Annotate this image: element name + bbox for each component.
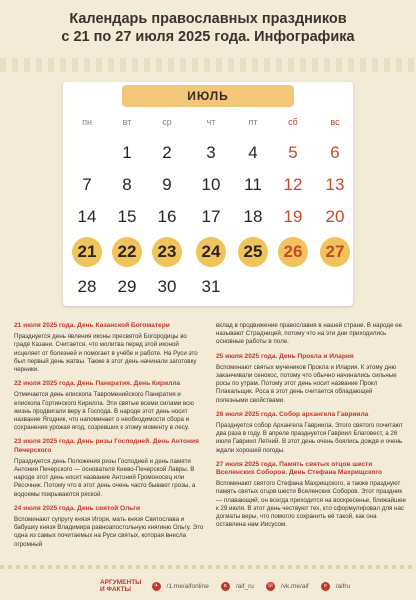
calendar-day: 17	[201, 207, 221, 226]
calendar-day-highlighted: 26	[278, 237, 308, 267]
month-label: ИЮЛЬ	[122, 85, 294, 107]
text-column-left	[14, 322, 204, 551]
calendar-day: 20	[325, 207, 345, 226]
footer-link-viber[interactable]: /vk.me/aif	[280, 582, 309, 590]
weekday-label: пт	[248, 117, 258, 127]
calendar-day: 14	[77, 207, 97, 226]
holiday-description: вклад в продвижение православия в нашей стране. В народе ее называют Страдницей, потому что на эти дни приходились основные работы в поле.	[216, 322, 403, 346]
calendar-day: 6	[330, 143, 340, 162]
calendar-day: 29	[117, 277, 137, 296]
calendar-day: 12	[283, 175, 303, 194]
calendar-day: 4	[248, 143, 258, 162]
calendar-day: 7	[82, 175, 92, 194]
holiday-description: Празднуется собор Архангела Гавриила. Этого святого почитают два раза в году. В апреле празднуется Гавриил Благовест, а 26 июля Гавриил Летний. В этот день очень боялись дождя и очень ждали хорошей погоды.	[216, 422, 403, 454]
weekday-label: чт	[206, 117, 216, 127]
holiday-description: Вспоминают супругу князя Игоря, мать князя Святослава и бабушку князя Владимира равноапостольную княгиню Ольгу. Это одна из самых почитаемых на Руси святых, которая внесла огромный	[14, 516, 204, 548]
holiday-description: Вспоминают святых мучеников Прокла и Илария. К этому дню заканчивали сенокос, потому что обычно начинались сильные росы по утрам. Потому этот день носит название Прокл Плакальщик. Роса в этот день считается обладающей полезными свойствами.	[216, 363, 397, 404]
calendar-day: 15	[117, 207, 137, 226]
calendar-day: 9	[162, 175, 172, 194]
calendar-day-highlighted: 22	[112, 237, 142, 267]
calendar-day: 1	[122, 143, 132, 162]
calendar-day: 8	[122, 175, 132, 194]
holiday-heading: 24 июля 2025 года. День святой Ольги	[14, 504, 141, 512]
weekday-label: пн	[82, 117, 92, 127]
footer-link-vk[interactable]: /aif_ru	[235, 582, 254, 590]
weekday-label: вс	[330, 117, 340, 127]
page-title: Календарь православных праздников с 21 по 27 июля 2025 года. Инфографика	[61, 11, 355, 45]
holiday-description: Вспоминают святого Стефана Махрищского, а также празднуют память святых отцов шести Вселенских Соборов. Этот праздник — плавающий, он всегда приходится на воскресенье, ближайшее к 29 июля. В этот день чествуют тех, кто сформулировал для нас догматы веры, что помогло сохранить её такой, как она оставлена нам Иисусом.	[216, 480, 406, 529]
calendar-day: 30	[157, 277, 177, 296]
weekday-label: сб	[288, 117, 298, 127]
top-ornament	[0, 58, 416, 72]
footer	[0, 572, 416, 600]
calendar-day: 16	[157, 207, 177, 226]
viber-icon[interactable]: ☏	[267, 582, 274, 589]
calendar-day: 13	[325, 175, 345, 194]
calendar-day: 10	[201, 175, 221, 194]
calendar-day: 11	[244, 175, 262, 194]
calendar-day-highlighted: 23	[152, 237, 182, 267]
footer-link-telegram[interactable]: /1.me/aifonline	[166, 582, 209, 590]
calendar-day: 5	[288, 143, 298, 162]
telegram-icon[interactable]: ✈	[152, 582, 161, 591]
holiday-heading: 25 июля 2025 года. День Прокла и Илария	[216, 352, 354, 360]
holiday-description: Празднуется день Положения ризы Господней и день памяти Антония Печерского — основателя Киево-Печерской Лавры. В народе этот день носит название Антоний Громоносец или Ресочник. Потому что в этот день очень часто бывают грозы, а водоемы покрываются ряской.	[14, 457, 196, 498]
calendar-day-highlighted: 24	[196, 237, 226, 267]
weekday-label: ср	[162, 117, 172, 127]
bottom-ornament	[0, 565, 416, 569]
weekday-label: вт	[122, 117, 132, 127]
holiday-heading: 21 июля 2025 года. День Казанской Богоматери	[14, 322, 170, 329]
holiday-heading: 23 июля 2025 года. День ризы Господней. День Антония Печерского	[14, 438, 199, 454]
calendar-day-highlighted: 25	[238, 237, 268, 267]
calendar-day: 3	[206, 143, 216, 162]
calendar-day: 31	[201, 277, 221, 296]
holiday-heading: 27 июля 2025 года. Память святых отцов шести Вселенских Соборов. День Стефана Махрищского	[216, 460, 383, 477]
calendar-day: 19	[283, 207, 303, 226]
holiday-heading: 22 июля 2025 года. День Панкратия. День Кирилла	[14, 380, 181, 388]
holiday-description: Отмечается день епископа Тавроменийского Панкратия и епископа Гортинского Кирилла. Эти святые всеми силами всю жизнь продвигали веру в Господа. В народе этот день носит название Ягодник, что напоминает о необходимости сбора и сохранения урожая ягод, созревших к этому моменту в лесу.	[14, 391, 194, 432]
holiday-heading: 26 июля 2025 года. Собор архангела Гавриила	[216, 410, 369, 418]
ok-icon[interactable]: о	[321, 582, 330, 591]
calendar-day: 28	[77, 277, 97, 296]
calendar-day-highlighted: 27	[320, 237, 350, 267]
calendar-day-highlighted: 21	[72, 237, 102, 267]
calendar-day: 2	[162, 143, 172, 162]
calendar-day: 18	[243, 207, 263, 226]
footer-link-ok[interactable]: /aifru	[335, 582, 351, 590]
vk-icon[interactable]: в	[221, 582, 230, 591]
holiday-description: Празднуется день явления иконы пресвятой Богородицы во граде Казани. Считается, что молитва перед этой иконой исцеляет от болезней и помогает в учёбе и работе. На Руси это был первый день жатвы. Также в этот день начинали заготовку черники.	[14, 333, 198, 374]
aif-logo: АРГУМЕНТЫ И ФАКТЫ	[100, 579, 142, 593]
text-column-right	[216, 322, 406, 531]
